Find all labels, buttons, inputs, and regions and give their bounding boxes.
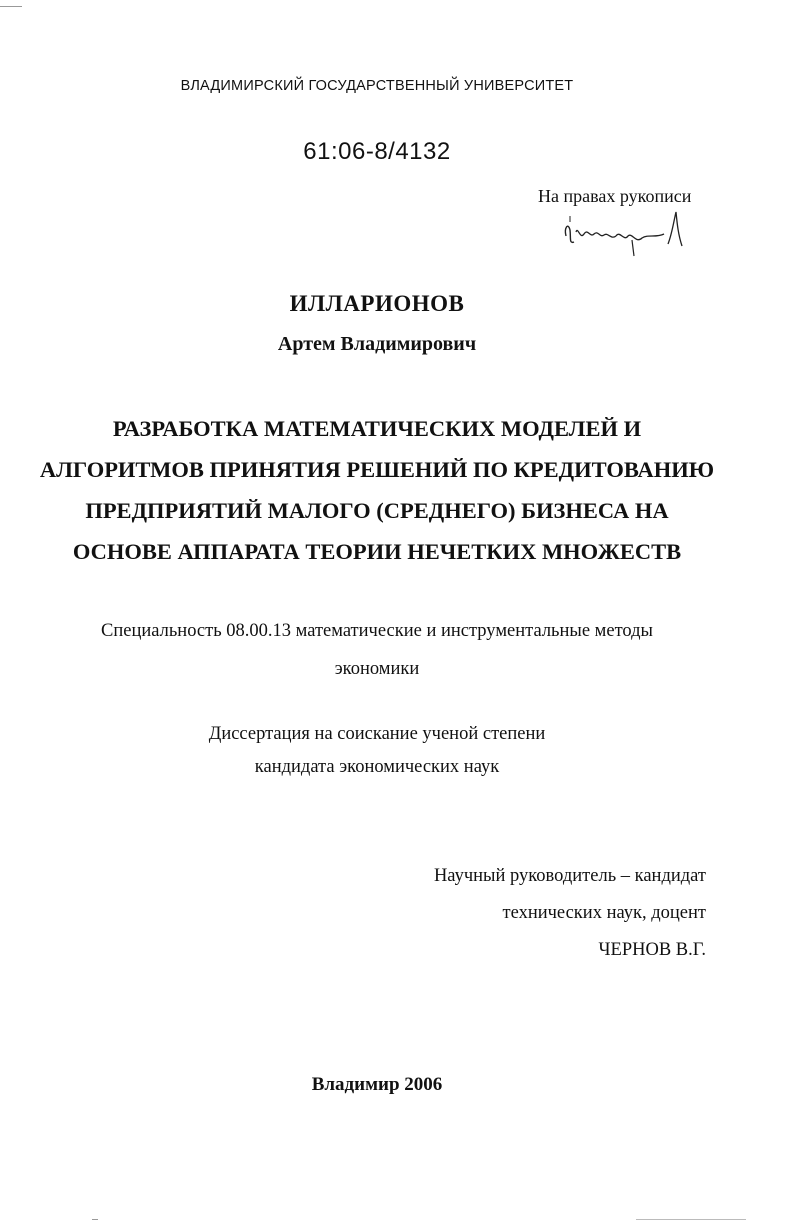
degree-line: Диссертация на соискание ученой степени (208, 724, 546, 744)
dissertation-degree (0, 718, 754, 784)
title-line: РАЗРАБОТКА МАТЕМАТИЧЕСКИХ МОДЕЛЕЙ И (112, 416, 642, 441)
supervisor-line: Научный руководитель – кандидат (433, 866, 706, 886)
degree-line: кандидата экономических наук (254, 757, 500, 777)
supervisor-line: технических наук, доцент (502, 903, 706, 923)
title-line: ПРЕДПРИЯТИЙ МАЛОГО (СРЕДНЕГО) БИЗНЕСА НА (85, 498, 669, 523)
author-surname: ИЛЛАРИОНОВ (289, 291, 465, 316)
title-line: ОСНОВЕ АППАРАТА ТЕОРИИ НЕЧЕТКИХ МНОЖЕСТВ (72, 539, 682, 564)
handwritten-signature (556, 208, 686, 258)
author-given-names: Артем Владимирович (277, 333, 477, 355)
specialty-line: экономики (334, 659, 420, 679)
dissertation-title (0, 408, 754, 572)
title-line: АЛГОРИТМОВ ПРИНЯТИЯ РЕШЕНИЙ ПО КРЕДИТОВАНИЮ (39, 457, 715, 482)
supervisor (434, 858, 706, 969)
specialty (0, 612, 754, 688)
city-year: Владимир 2006 (311, 1074, 443, 1095)
scan-mark-top (0, 6, 22, 7)
specialty-line: Специальность 08.00.13 математические и инструментальные методы (101, 621, 653, 641)
scan-mark-bottom-right (636, 1219, 746, 1220)
rights-note: На правах рукописи (538, 186, 692, 206)
scan-mark-bottom-left (92, 1219, 98, 1220)
supervisor-name: ЧЕРНОВ В.Г. (598, 940, 706, 960)
catalog-number: 61:06-8/4132 (303, 138, 451, 165)
university-name: ВЛАДИМИРСКИЙ ГОСУДАРСТВЕННЫЙ УНИВЕРСИТЕТ (180, 78, 574, 94)
